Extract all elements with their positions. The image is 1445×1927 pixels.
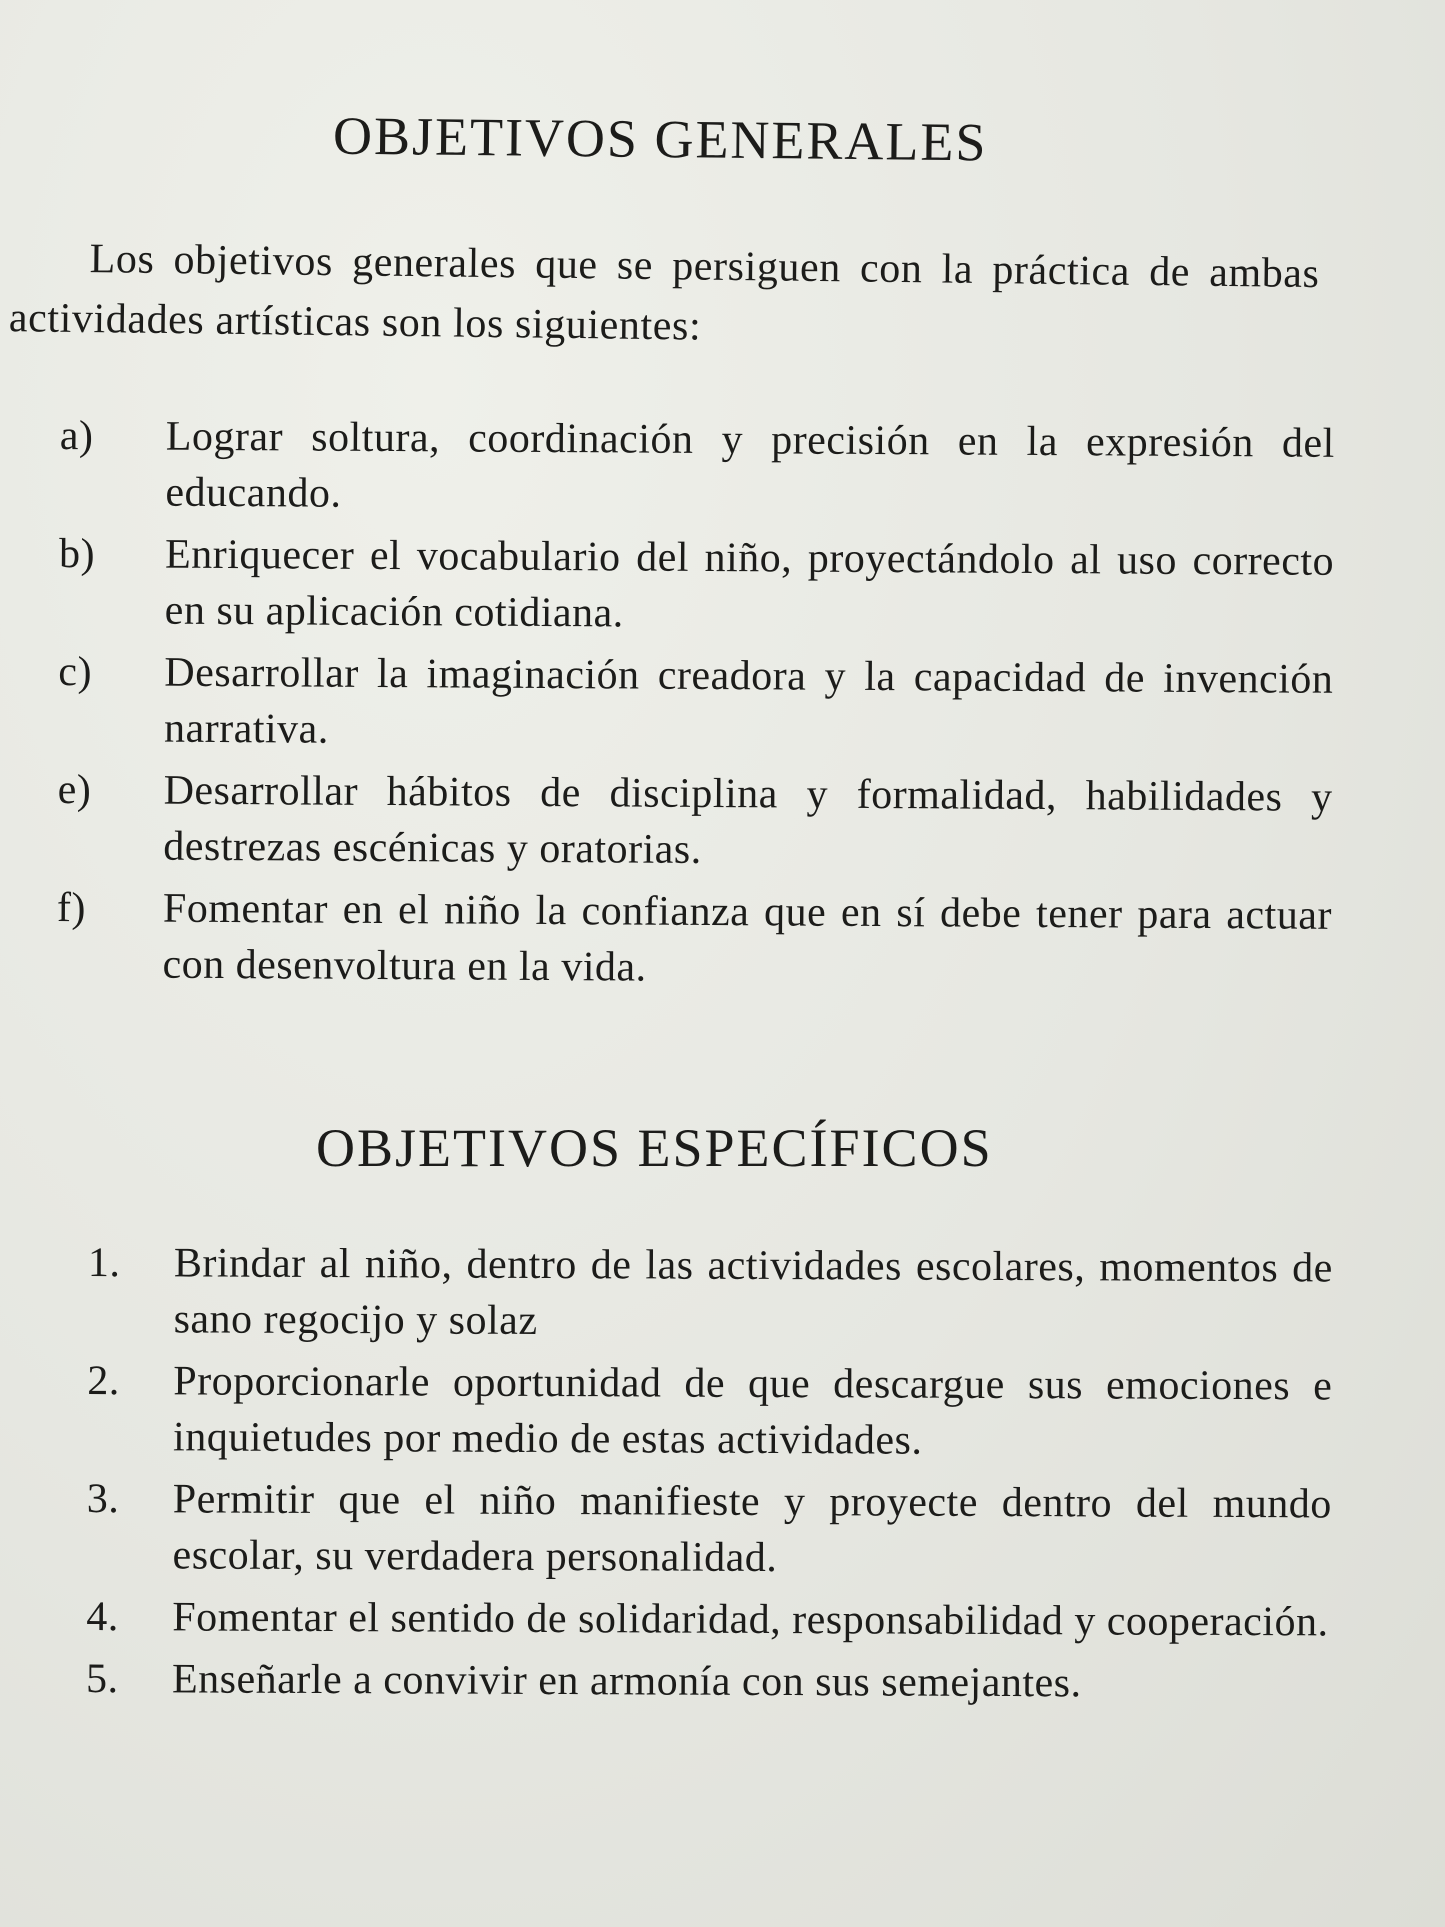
item-text: Desarrollar hábitos de disciplina y formalidad, habilidades y destrezas escénicas y oratorias.	[163, 767, 1333, 873]
general-objectives-heading: OBJETIVOS GENERALES	[332, 105, 988, 173]
item-text: Proporcionarle oportunidad de que descargue sus emociones e inquietudes por medio de estas actividades.	[173, 1358, 1333, 1464]
list-item	[56, 880, 1332, 1000]
item-text: Lograr soltura, coordinación y precisión en la expresión del educando.	[165, 413, 1335, 517]
general-objectives-list	[56, 408, 1335, 1006]
item-text: Fomentar en el niño la confianza que en sí debe tener para actuar con desenvoltura en la vida.	[162, 885, 1333, 991]
item-text: Brindar al niño, dentro de las actividades escolares, momentos de sano regocijo y solaz	[173, 1240, 1333, 1344]
item-marker: f)	[56, 884, 87, 932]
item-marker: b)	[58, 530, 96, 578]
list-item	[57, 762, 1333, 882]
list-item	[59, 408, 1335, 528]
general-objectives-intro: Los objetivos generales que se persiguen con la práctica de ambas actividades artísticas son los siguientes:	[8, 236, 1320, 350]
item-text: Enriquecer el vocabulario del niño, proyectándolo al uso correcto en su aplicación cotidiana.	[164, 531, 1335, 637]
list-item	[86, 1651, 1331, 1712]
specific-objectives-list	[86, 1235, 1333, 1718]
item-marker: 1.	[87, 1240, 121, 1287]
list-item	[86, 1589, 1331, 1650]
item-marker: e)	[57, 766, 92, 814]
list-item	[59, 526, 1335, 646]
item-marker: 5.	[85, 1655, 119, 1703]
item-marker: c)	[58, 648, 93, 696]
item-marker: a)	[59, 412, 94, 460]
item-marker: 2.	[87, 1357, 120, 1405]
item-text: Permitir que el niño manifieste y proyecte dentro del mundo escolar, su verdadera personalidad.	[172, 1476, 1332, 1582]
list-item	[86, 1471, 1331, 1588]
item-text: Desarrollar la imaginación creadora y la capacidad de invención narrativa.	[163, 649, 1334, 753]
item-marker: 3.	[86, 1475, 120, 1523]
specific-objectives-heading: OBJETIVOS ESPECÍFICOS	[316, 1118, 993, 1178]
item-text: Enseñarle a convivir en armonía con sus semejantes.	[171, 1656, 1082, 1707]
item-text: Fomentar el sentido de solidaridad, responsabilidad y cooperación.	[172, 1594, 1329, 1646]
item-marker: 4.	[86, 1593, 119, 1641]
list-item	[87, 1353, 1332, 1470]
list-item	[58, 644, 1334, 764]
list-item	[88, 1235, 1333, 1352]
